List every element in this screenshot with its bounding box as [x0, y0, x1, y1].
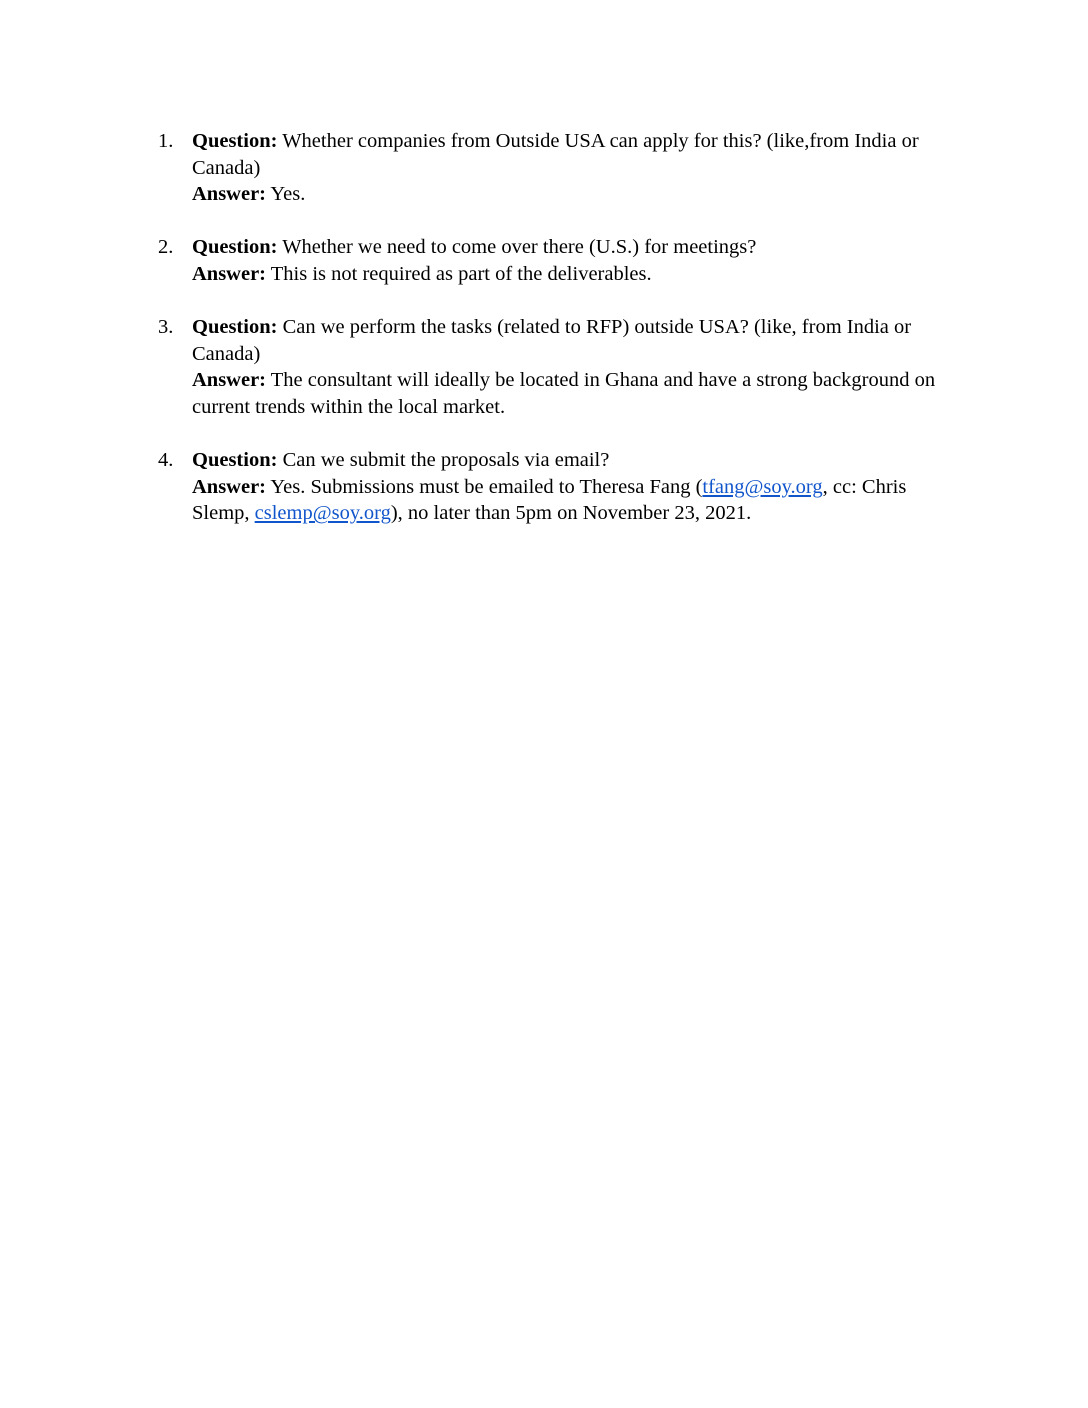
email-link-tfang[interactable]: tfang@soy.org — [702, 475, 823, 498]
item-number: 2. — [158, 236, 174, 259]
answer-label: Answer: — [192, 475, 267, 498]
item-number: 3. — [158, 316, 174, 339]
qa-item-3 — [158, 314, 958, 420]
question-label: Question: — [192, 449, 278, 472]
question-label: Question: — [192, 130, 278, 152]
answer-line — [192, 367, 958, 420]
answer-text-part-1: Yes. Submissions must be emailed to Theresa Fang ( — [270, 475, 703, 498]
question-text: Can we submit the proposals via email? — [282, 449, 610, 472]
answer-text-part-2: , cc: Chris Slemp, — [192, 475, 907, 525]
question-label: Question: — [192, 236, 278, 259]
question-line — [192, 447, 958, 474]
question-label: Question: — [192, 316, 278, 339]
answer-text: The consultant will ideally be located in Ghana and have a strong background on current trends within the local market. — [192, 369, 936, 418]
email-link-cslemp[interactable]: cslemp@soy.org — [254, 502, 391, 525]
answer-text-part-3: ), no later than 5pm on November 23, 2021. — [390, 502, 752, 525]
answer-label: Answer: — [192, 183, 267, 206]
question-text: Whether companies from Outside USA can apply for this? (like,from India or Canada) — [192, 130, 919, 179]
item-number: 1. — [158, 130, 174, 152]
qa-item-4 — [158, 447, 958, 527]
answer-text: Yes. — [270, 183, 306, 206]
answer-line — [192, 181, 958, 208]
answer-label: Answer: — [192, 369, 267, 392]
answer-line — [192, 261, 958, 288]
question-line — [192, 234, 958, 261]
question-text: Can we perform the tasks (related to RFP) outside USA? (like, from India or Canada) — [192, 316, 912, 365]
question-line — [192, 314, 958, 367]
item-number: 4. — [158, 449, 174, 472]
qa-list — [158, 128, 958, 554]
qa-item-1 — [158, 128, 958, 208]
answer-label: Answer: — [192, 262, 267, 285]
question-text: Whether we need to come over there (U.S.) for meetings? — [282, 236, 757, 259]
answer-line — [192, 474, 958, 527]
qa-item-2 — [158, 234, 958, 287]
question-line — [192, 128, 958, 181]
answer-text: This is not required as part of the deliverables. — [270, 262, 652, 285]
